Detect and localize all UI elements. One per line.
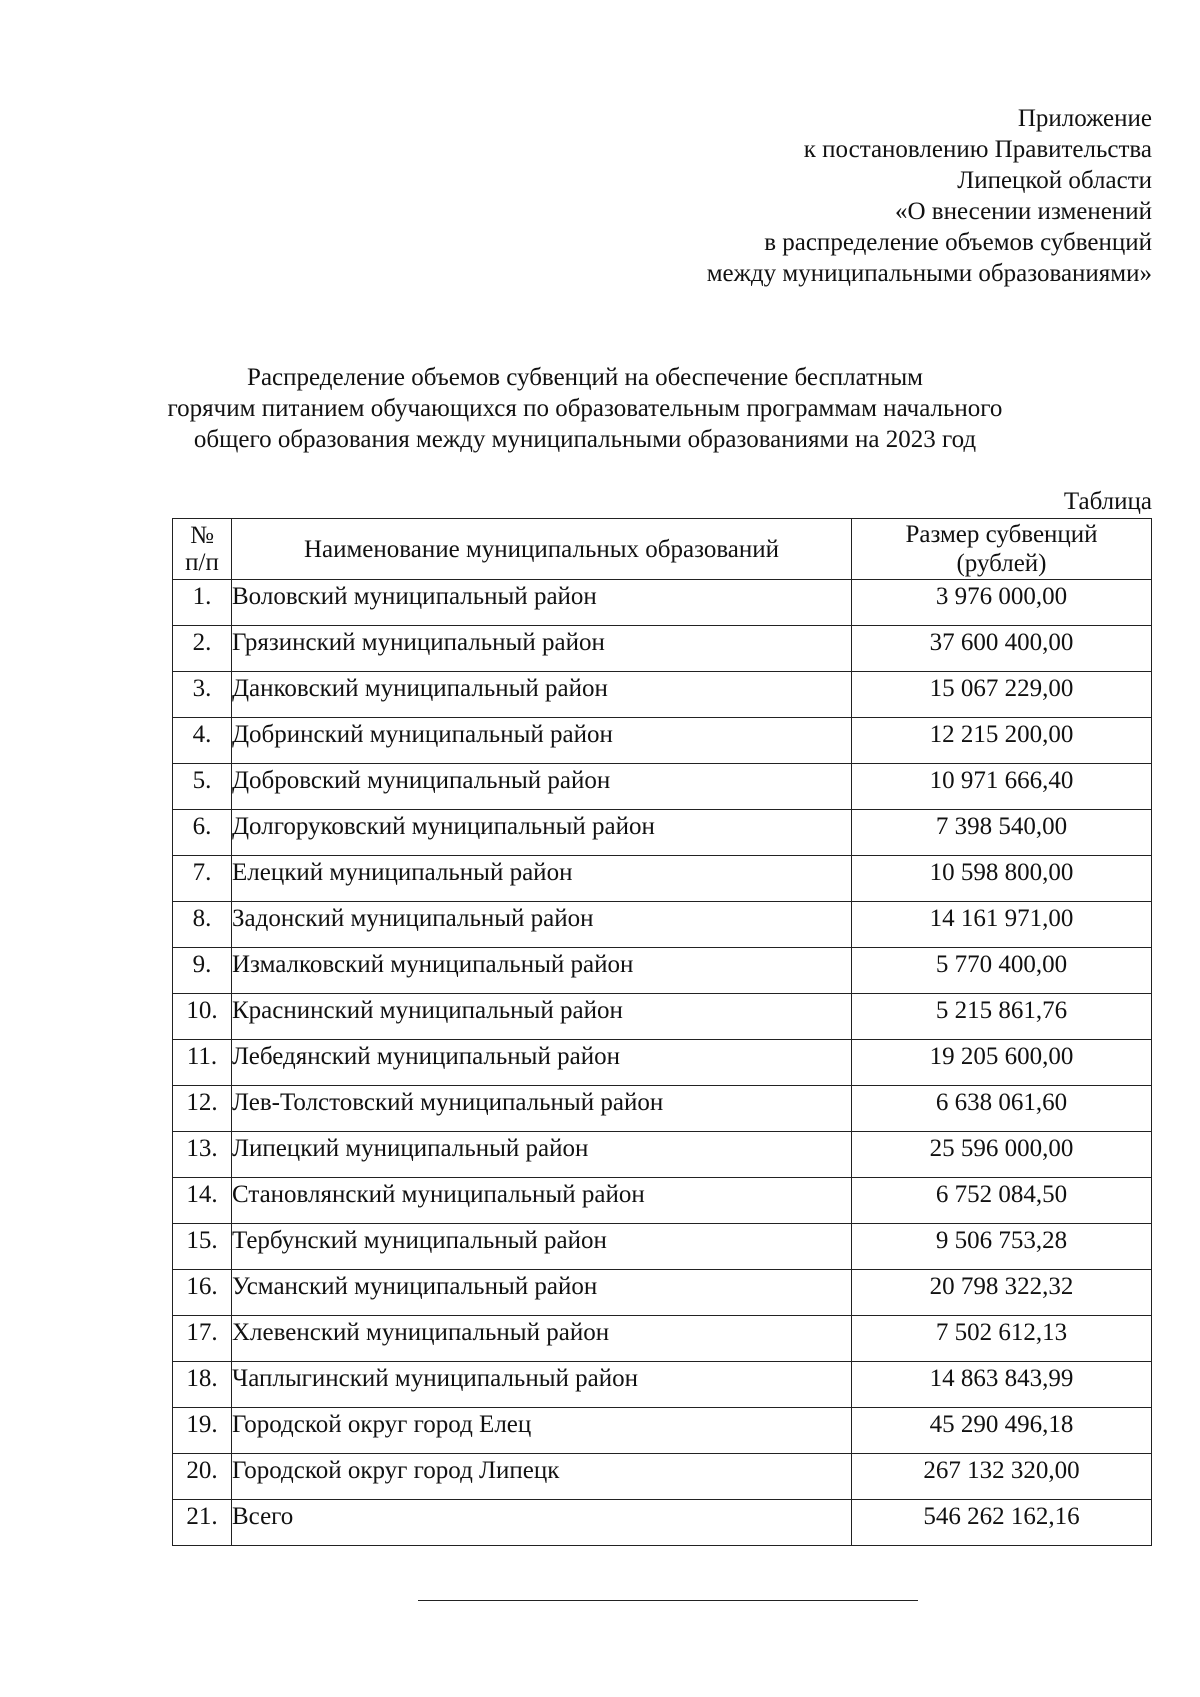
row-name: Добринский муниципальный район bbox=[232, 718, 852, 764]
footer-divider bbox=[418, 1600, 918, 1601]
row-name: Грязинский муниципальный район bbox=[232, 626, 852, 672]
row-amount: 9 506 753,28 bbox=[852, 1224, 1152, 1270]
row-amount: 25 596 000,00 bbox=[852, 1132, 1152, 1178]
appendix-line: к постановлению Правительства bbox=[803, 136, 1152, 163]
row-amount: 3 976 000,00 bbox=[852, 580, 1152, 626]
row-name: Всего bbox=[232, 1500, 852, 1546]
row-name: Липецкий муниципальный район bbox=[232, 1132, 852, 1178]
table-row bbox=[173, 856, 1152, 902]
table-header-row bbox=[173, 519, 1152, 580]
row-number: 1. bbox=[173, 580, 232, 626]
row-number: 13. bbox=[173, 1132, 232, 1178]
appendix-line: Приложение bbox=[1017, 105, 1152, 132]
table-row bbox=[173, 1454, 1152, 1500]
row-number: 4. bbox=[173, 718, 232, 764]
row-amount: 6 638 061,60 bbox=[852, 1086, 1152, 1132]
row-amount: 5 770 400,00 bbox=[852, 948, 1152, 994]
row-amount: 10 598 800,00 bbox=[852, 856, 1152, 902]
row-number: 8. bbox=[173, 902, 232, 948]
row-name: Задонский муниципальный район bbox=[232, 902, 852, 948]
row-name: Воловский муниципальный район bbox=[232, 580, 852, 626]
row-name: Лев-Толстовский муниципальный район bbox=[232, 1086, 852, 1132]
table-row bbox=[173, 1408, 1152, 1454]
header-amount-unit: (рублей) bbox=[956, 550, 1047, 577]
table-row bbox=[173, 1086, 1152, 1132]
header-number bbox=[173, 519, 232, 580]
row-number: 12. bbox=[173, 1086, 232, 1132]
row-number: 11. bbox=[173, 1040, 232, 1086]
appendix-line: между муниципальными образованиями» bbox=[706, 260, 1152, 287]
row-name: Елецкий муниципальный район bbox=[232, 856, 852, 902]
table-row bbox=[173, 1132, 1152, 1178]
row-number: 5. bbox=[173, 764, 232, 810]
table-row bbox=[173, 1178, 1152, 1224]
row-name: Городской округ город Липецк bbox=[232, 1454, 852, 1500]
subsidy-table bbox=[172, 518, 1152, 1546]
row-amount: 15 067 229,00 bbox=[852, 672, 1152, 718]
row-name: Добровский муниципальный район bbox=[232, 764, 852, 810]
table-row bbox=[173, 626, 1152, 672]
row-number: 6. bbox=[173, 810, 232, 856]
row-amount: 14 161 971,00 bbox=[852, 902, 1152, 948]
appendix-line: «О внесении изменений bbox=[894, 198, 1152, 225]
table-row bbox=[173, 672, 1152, 718]
row-number: 18. bbox=[173, 1362, 232, 1408]
row-number: 20. bbox=[173, 1454, 232, 1500]
row-number: 10. bbox=[173, 994, 232, 1040]
title-line: общего образования между муниципальными образованиями на 2023 год bbox=[193, 426, 977, 453]
row-amount: 12 215 200,00 bbox=[852, 718, 1152, 764]
table-row bbox=[173, 1270, 1152, 1316]
row-amount: 546 262 162,16 bbox=[852, 1500, 1152, 1546]
row-amount: 6 752 084,50 bbox=[852, 1178, 1152, 1224]
row-amount: 10 971 666,40 bbox=[852, 764, 1152, 810]
row-amount: 7 398 540,00 bbox=[852, 810, 1152, 856]
title-line: горячим питанием обучающихся по образовательным программам начального bbox=[167, 395, 1003, 422]
row-amount: 20 798 322,32 bbox=[852, 1270, 1152, 1316]
row-name: Данковский муниципальный район bbox=[232, 672, 852, 718]
row-amount: 45 290 496,18 bbox=[852, 1408, 1152, 1454]
appendix-line: в распределение объемов субвенций bbox=[764, 229, 1152, 256]
title-line: Распределение объемов субвенций на обеспечение бесплатным bbox=[247, 364, 923, 391]
row-name: Измалковский муниципальный район bbox=[232, 948, 852, 994]
row-number: 2. bbox=[173, 626, 232, 672]
header-number-sign: № bbox=[190, 522, 214, 549]
row-amount: 5 215 861,76 bbox=[852, 994, 1152, 1040]
row-name: Хлевенский муниципальный район bbox=[232, 1316, 852, 1362]
appendix-header bbox=[452, 103, 1152, 289]
row-amount: 37 600 400,00 bbox=[852, 626, 1152, 672]
row-number: 17. bbox=[173, 1316, 232, 1362]
row-name: Долгоруковский муниципальный район bbox=[232, 810, 852, 856]
row-name: Становлянский муниципальный район bbox=[232, 1178, 852, 1224]
row-number: 7. bbox=[173, 856, 232, 902]
header-number-abbr: п/п bbox=[185, 549, 219, 576]
row-amount: 7 502 612,13 bbox=[852, 1316, 1152, 1362]
row-number: 9. bbox=[173, 948, 232, 994]
table-row bbox=[173, 1224, 1152, 1270]
row-name: Чаплыгинский муниципальный район bbox=[232, 1362, 852, 1408]
row-number: 3. bbox=[173, 672, 232, 718]
row-number: 16. bbox=[173, 1270, 232, 1316]
row-name: Городской округ город Елец bbox=[232, 1408, 852, 1454]
table-row bbox=[173, 902, 1152, 948]
table-row bbox=[173, 994, 1152, 1040]
header-name: Наименование муниципальных образований bbox=[232, 519, 852, 580]
table-row-total bbox=[173, 1500, 1152, 1546]
row-name: Краснинский муниципальный район bbox=[232, 994, 852, 1040]
table-row bbox=[173, 764, 1152, 810]
table-row bbox=[173, 1362, 1152, 1408]
table-label: Таблица bbox=[1063, 488, 1152, 515]
row-amount: 19 205 600,00 bbox=[852, 1040, 1152, 1086]
row-amount: 14 863 843,99 bbox=[852, 1362, 1152, 1408]
table-row bbox=[173, 810, 1152, 856]
document-title bbox=[150, 362, 1020, 455]
row-number: 14. bbox=[173, 1178, 232, 1224]
table-row bbox=[173, 580, 1152, 626]
table-row bbox=[173, 718, 1152, 764]
row-number: 19. bbox=[173, 1408, 232, 1454]
row-name: Усманский муниципальный район bbox=[232, 1270, 852, 1316]
table-body bbox=[173, 580, 1152, 1546]
row-name: Тербунский муниципальный район bbox=[232, 1224, 852, 1270]
row-number: 15. bbox=[173, 1224, 232, 1270]
row-number: 21. bbox=[173, 1500, 232, 1546]
header-amount bbox=[852, 519, 1152, 580]
row-name: Лебедянский муниципальный район bbox=[232, 1040, 852, 1086]
table-row bbox=[173, 1316, 1152, 1362]
table-row bbox=[173, 1040, 1152, 1086]
header-amount-title: Размер субвенций bbox=[905, 521, 1098, 548]
table-row bbox=[173, 948, 1152, 994]
appendix-line: Липецкой области bbox=[957, 167, 1152, 194]
row-amount: 267 132 320,00 bbox=[852, 1454, 1152, 1500]
